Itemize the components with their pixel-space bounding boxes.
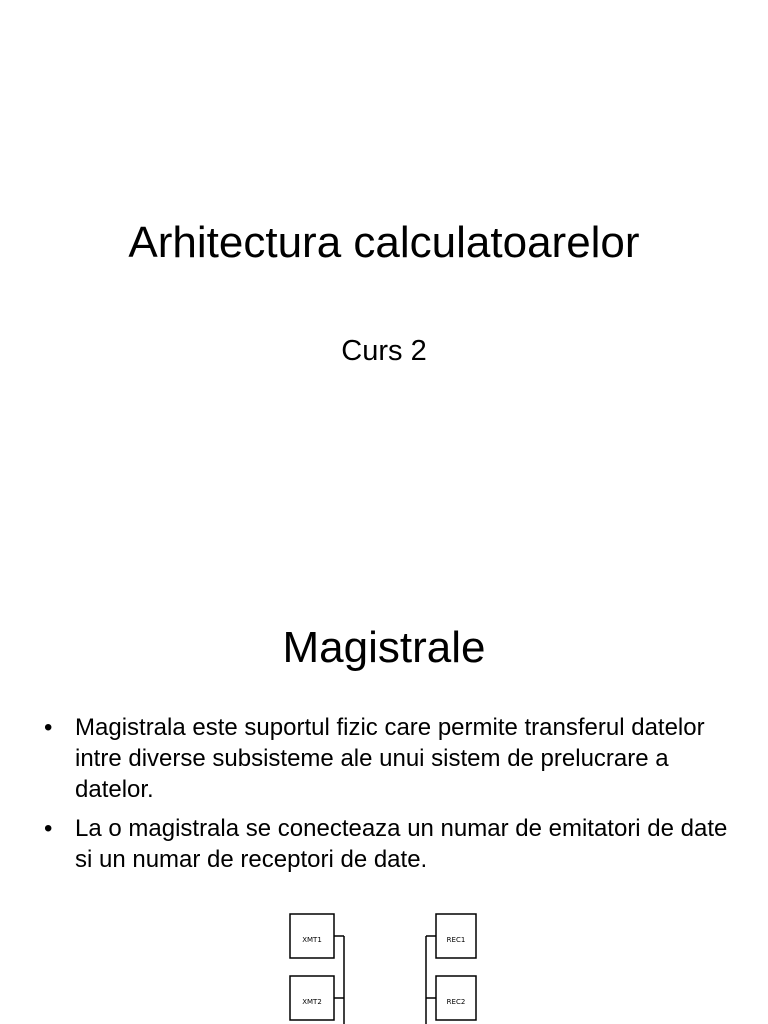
bullet-list <box>38 712 738 883</box>
bullet-marker: • <box>44 815 53 842</box>
receiver-block <box>436 976 476 1020</box>
receiver-label: REC2 <box>446 998 466 1006</box>
bullet-marker: • <box>44 714 53 741</box>
slide-magistrale <box>0 576 768 1024</box>
presentation-subtitle: Curs 2 <box>341 335 427 367</box>
presentation-title: Arhitectura calculatoarelor <box>128 218 640 267</box>
bullet-item <box>38 712 738 805</box>
bullet-text: Magistrala este suportul fizic care permite transferul datelor intre diverse subsisteme ale unui sistem de prelucrare a datelor. <box>75 714 705 803</box>
bus-diagram <box>280 906 500 1024</box>
bullet-item <box>38 813 738 875</box>
transmitter-label: XMT1 <box>302 936 322 944</box>
slide-heading: Magistrale <box>282 623 486 672</box>
transmitter-label: XMT2 <box>302 998 322 1006</box>
bus-diagram-svg <box>280 906 500 1024</box>
receiver-block <box>436 914 476 958</box>
transmitter-block <box>290 914 334 958</box>
transmitter-block <box>290 976 334 1020</box>
bullet-text: La o magistrala se conecteaza un numar de emitatori de date si un numar de receptori de date. <box>75 815 728 873</box>
receiver-label: REC1 <box>446 936 466 944</box>
